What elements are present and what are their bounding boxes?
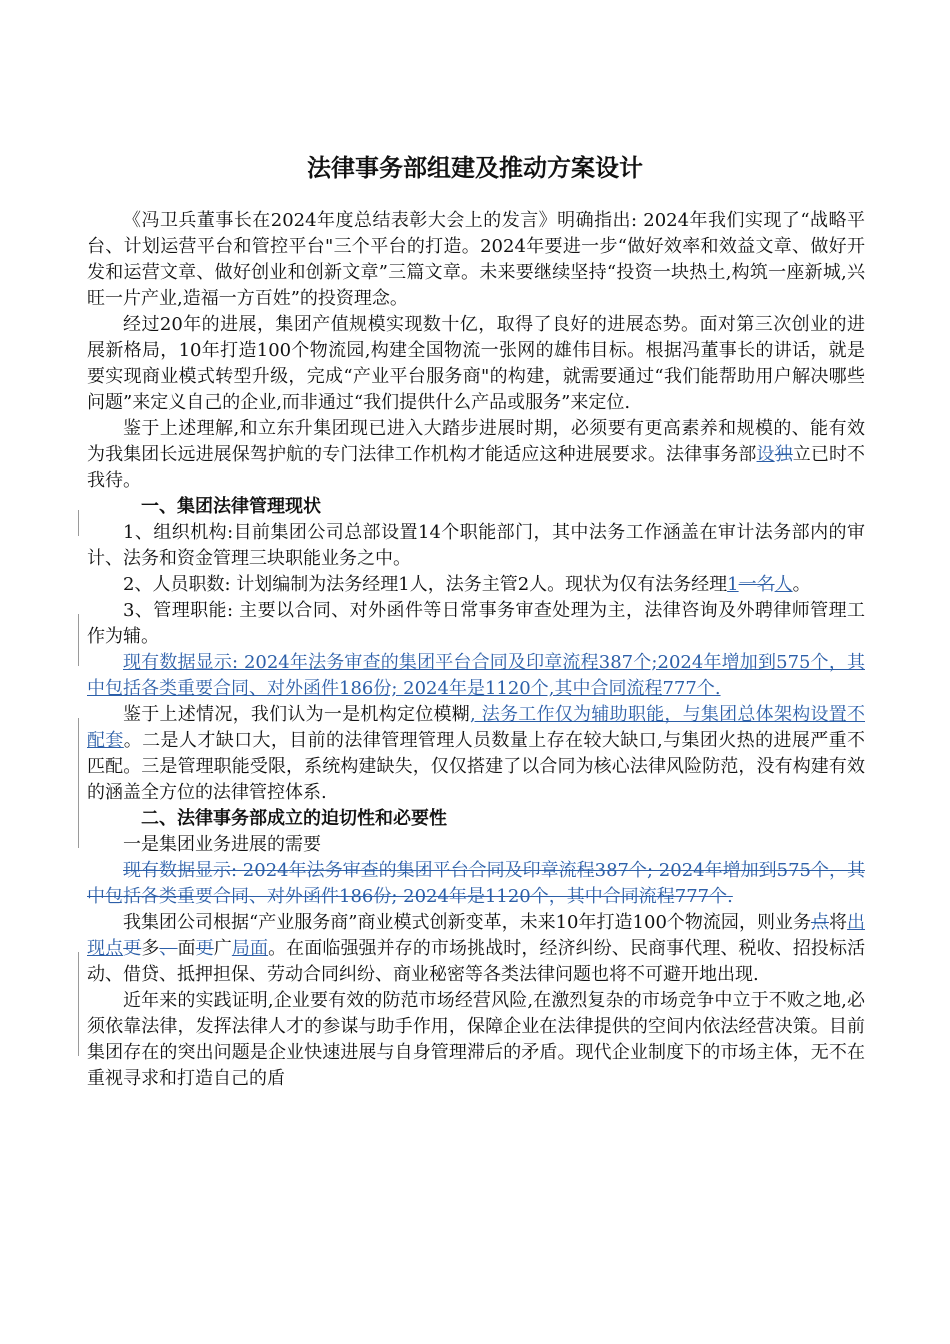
tracked-insertion[interactable]: 1 bbox=[727, 574, 739, 595]
tracked-insertion-paragraph[interactable]: 现有数据显示: 2024年法务审查的集团平台合同及印章流程387个;2024年增加到575个，其中包括各类重要合同、对外函件186份; 2024年是1120个,其中合同流程777个. bbox=[87, 652, 865, 699]
paragraph-11 bbox=[87, 910, 865, 988]
paragraph-2: 经过20年的进展，集团产值规模实现数十亿，取得了良好的进展态势。面对第三次创业的进展新格局，10年打造100个物流园,构建全国物流一张网的雄伟目标。根据冯董事长的讲话，就是要实现商业模式转型升级，完成“产业平台服务商"的构建，就需要通过“我们能帮助用户解决哪些问题”来定义自己的企业,而非通过“我们提供什么产品或服务”来定位. bbox=[87, 314, 865, 413]
text-run: 广 bbox=[213, 938, 232, 959]
text-run: 面 bbox=[177, 938, 196, 959]
paragraph-8 bbox=[87, 702, 865, 806]
revision-bar bbox=[78, 718, 79, 796]
tracked-insertion[interactable]: , 法务工作仅为辅助职能，与集团总体架构设置不配套 bbox=[87, 704, 865, 751]
tracked-deletion-paragraph[interactable]: 现有数据显示: 2024年法务审查的集团平台合同及印章流程387个; 2024年增加到575个，其中包括各类重要合同、对外函件186份; 2024年是1120个，其中合同流程777个. bbox=[87, 860, 865, 907]
text-run: 。在面临强强并存的市场挑战时，经济纠纷、民商事代理、税收、招投标活动、借贷、抵押担保、劳动合同纠纷、商业秘密等各类法律问题也将不可避开地出现. bbox=[87, 938, 866, 985]
tracked-deletion[interactable]: 、 bbox=[159, 938, 178, 959]
tracked-insertion[interactable]: 出现点 bbox=[87, 912, 866, 959]
text-run: 我集团公司根据“产业服务商”商业模式创新变革，未来10年打造100个物流园，则业务 bbox=[123, 912, 811, 933]
tracked-insertion[interactable]: 人 bbox=[774, 574, 793, 595]
paragraph-4: 1、组织机构:目前集团公司总部设置14个职能部门，其中法务工作涵盖在审计法务部内的审计、法务和资金管理三块职能业务之中。 bbox=[87, 522, 865, 569]
text-run: 。二是人才缺口大，目前的法律管理管理人员数量上存在较大缺口,与集团火热的进展严重不匹配。三是管理职能受限，系统构建缺失，仅仅搭建了以合同为核心法律风险防范，没有构建有效的涵盖全方位的法律管控体系. bbox=[87, 730, 866, 803]
text-run: 鉴于上述理解,和立东升集团现已进入大踏步进展时期，必须要有更高素养和规模的、能有效为我集团长远进展保驾护航的专门法律工作机构才能适应这种进展要求。法律事务部 bbox=[87, 418, 865, 465]
document-body bbox=[87, 208, 865, 1092]
document-title: 法律事务部组建及推动方案设计 bbox=[307, 153, 643, 182]
text-run: 2、人员职数: 计划编制为法务经理1人，法务主管2人。现状为仅有法务经理 bbox=[123, 574, 728, 595]
revision-bar bbox=[78, 1030, 79, 1056]
paragraph-5 bbox=[87, 572, 865, 598]
tracked-deletion[interactable]: 点 bbox=[810, 912, 829, 933]
section-heading-2: 二、法律事务部成立的迫切性和必要性 bbox=[141, 808, 447, 829]
paragraph-1: 《冯卫兵董事长在2024年度总结表彰大会上的发言》明确指出: 2024年我们实现了“战略平台、计划运营平台和管控平台"三个平台的打造。2024年要进一步“做好效率和效益文章、做好开发和运营文章、做好创业和创新文章”三篇文章。未来要继续坚持“投资一块热土,构筑一座新城,兴旺一片产业,造福一方百姓”的投资理念。 bbox=[87, 210, 865, 309]
paragraph-3 bbox=[87, 416, 865, 494]
revision-bar bbox=[78, 952, 79, 1030]
revision-bar bbox=[78, 510, 79, 536]
tracked-deletion[interactable]: 更 bbox=[195, 938, 214, 959]
paragraph-12: 近年来的实践证明,企业要有效的防范市场经营风险,在激烈复杂的市场竞争中立于不败之地,必须依靠法律，发挥法律人才的参谋与助手作用，保障企业在法律提供的空间内依法经营决策。目前集团存在的突出问题是企业快速进展与自身管理滞后的矛盾。现代企业制度下的市场主体，无不在重视寻求和打造自己的盾 bbox=[87, 990, 865, 1089]
tracked-insertion[interactable]: 设 bbox=[756, 444, 775, 465]
paragraph-6: 3、管理职能: 主要以合同、对外函件等日常事务审查处理为主，法律咨询及外聘律师管理工作为辅。 bbox=[87, 600, 865, 647]
text-run: 将 bbox=[829, 912, 848, 933]
text-run: 鉴于上述情况，我们认为一是机构定位模糊 bbox=[123, 704, 471, 725]
tracked-deletion[interactable]: 一名 bbox=[738, 574, 775, 595]
text-run: 多 bbox=[141, 938, 160, 959]
paragraph-9: 一是集团业务进展的需要 bbox=[123, 834, 321, 855]
revision-bar bbox=[78, 614, 79, 666]
text-run: 立已时不我待。 bbox=[87, 444, 866, 491]
text-run: 。 bbox=[792, 574, 811, 595]
revision-bar bbox=[78, 796, 79, 848]
tracked-deletion[interactable]: 更 bbox=[123, 938, 142, 959]
tracked-deletion[interactable]: 独 bbox=[774, 444, 793, 465]
section-heading-1: 一、集团法律管理现状 bbox=[141, 496, 321, 517]
tracked-insertion[interactable]: 局面 bbox=[231, 938, 269, 959]
